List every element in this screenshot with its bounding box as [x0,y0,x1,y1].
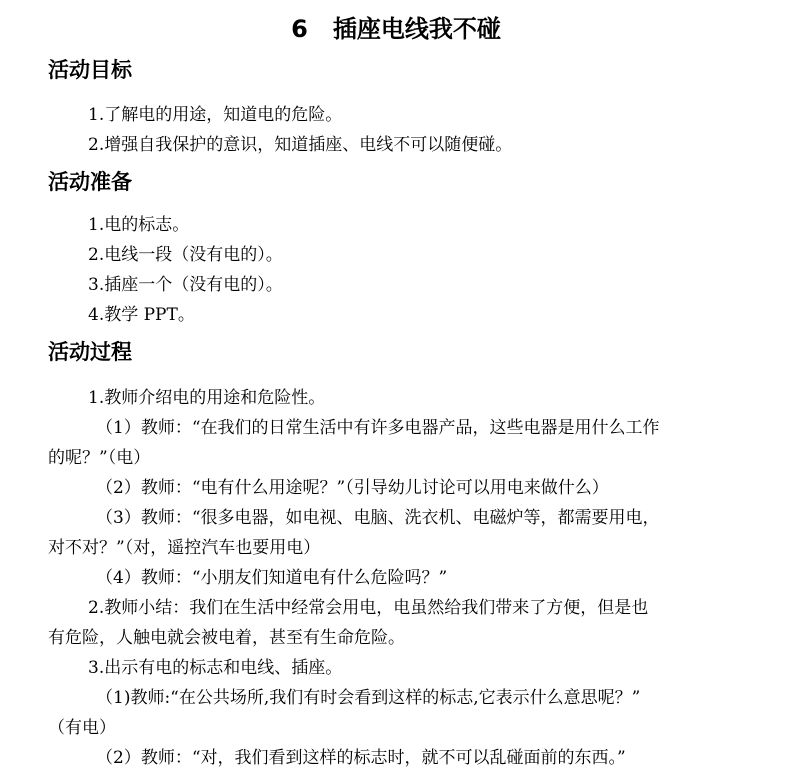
preparation-item: 1.电的标志。 [88,215,190,235]
preparation-item: 4.教学 PPT。 [88,305,195,325]
preparation-item: 2.电线一段（没有电的）。 [88,245,283,265]
process-line: （1)教师:“在公共场所,我们有时会看到这样的标志,它表示什么意思呢？” [96,688,641,708]
process-line: 3.出示有电的标志和电线、插座。 [88,658,343,678]
process-line: （4）教师：“小朋友们知道电有什么危险吗？” [96,568,448,588]
goal-item: 1.了解电的用途，知道电的危险。 [88,105,343,125]
process-line: 2.教师小结：我们在生活中经常会用电，电虽然给我们带来了方便，但是也 [88,598,649,618]
heading-activity-process: 活动过程 [48,340,132,364]
process-line: 的呢？”（电） [48,448,151,468]
process-line: （3）教师：“很多电器，如电视、电脑、洗衣机、电磁炉等，都需要用电， [96,508,660,528]
process-line: 1.教师介绍电的用途和危险性。 [88,388,326,408]
process-line: （有电） [48,718,116,738]
process-line: （2）教师：“电有什么用途呢？”（引导幼儿讨论可以用电来做什么） [96,478,609,498]
process-line: 对不对？”（对，遥控汽车也要用电） [48,538,321,558]
goal-item: 2.增强自我保护的意识，知道插座、电线不可以随便碰。 [88,135,513,155]
process-line: 有危险，人触电就会被电着，甚至有生命危险。 [48,628,405,648]
process-line: （2）教师：“对，我们看到这样的标志时，就不可以乱碰面前的东西。” [96,748,626,768]
document-title: 6 插座电线我不碰 [291,15,501,43]
heading-activity-goals: 活动目标 [48,58,132,82]
preparation-item: 3.插座一个（没有电的）。 [88,275,283,295]
process-line: （1）教师：“在我们的日常生活中有许多电器产品，这些电器是用什么工作 [96,418,660,438]
heading-activity-preparation: 活动准备 [48,170,132,194]
